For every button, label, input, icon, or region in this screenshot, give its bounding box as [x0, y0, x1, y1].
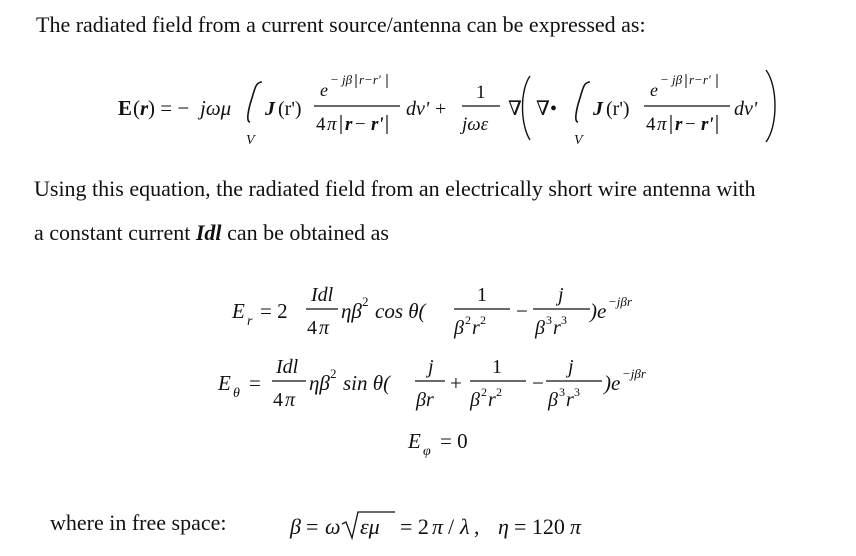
svg-text:3: 3	[574, 385, 580, 399]
svg-text:εμ: εμ	[360, 514, 380, 539]
svg-text:− jβ: − jβ	[660, 72, 683, 87]
svg-text:J: J	[265, 98, 275, 120]
svg-text:4: 4	[307, 317, 317, 339]
svg-text:,: ,	[474, 514, 480, 539]
idl-term: Idl	[195, 220, 222, 245]
svg-text:r: r	[472, 317, 480, 339]
svg-text:= 0: = 0	[440, 429, 468, 453]
svg-text:β: β	[535, 317, 545, 339]
using-paragraph-line2	[34, 222, 389, 244]
svg-text:λ: λ	[460, 514, 470, 539]
svg-text:E: E	[408, 429, 421, 453]
svg-text:/: /	[448, 514, 455, 539]
svg-text:3: 3	[561, 313, 567, 327]
svg-text:r: r	[247, 314, 253, 329]
svg-text:e: e	[320, 80, 328, 100]
svg-text:2: 2	[330, 366, 337, 381]
svg-text:r: r	[345, 114, 353, 135]
svg-text:J: J	[593, 98, 603, 120]
svg-text:)e: )e	[590, 299, 607, 323]
using-paragraph-line1: Using this equation, the radiated field from an electrically short wire antenna with	[34, 176, 756, 201]
svg-text:1: 1	[476, 82, 486, 103]
svg-text:r: r	[140, 96, 149, 120]
svg-text:+: +	[435, 98, 447, 120]
svg-text:3: 3	[559, 385, 565, 399]
svg-text:) = −: ) = −	[148, 96, 190, 120]
svg-text:V: V	[246, 133, 255, 148]
er-equation	[0, 276, 856, 348]
svg-text:π: π	[327, 114, 337, 135]
svg-text:r': r'	[701, 114, 714, 135]
using-line2-suffix: can be obtained as	[221, 220, 389, 245]
svg-text:2: 2	[480, 313, 486, 327]
svg-text:(: (	[133, 96, 140, 120]
svg-text:r: r	[675, 114, 683, 135]
svg-text:Idl: Idl	[276, 356, 299, 378]
svg-text:e: e	[650, 80, 658, 100]
svg-text:Idl: Idl	[311, 284, 334, 306]
svg-text:ω: ω	[325, 514, 341, 539]
svg-text:θ: θ	[233, 386, 240, 401]
svg-text:j: j	[558, 284, 564, 306]
svg-text:−: −	[685, 114, 696, 135]
svg-text:(r'): (r')	[278, 98, 302, 120]
svg-text:dv': dv'	[734, 98, 758, 120]
svg-text:jωμ: jωμ	[200, 96, 232, 120]
svg-text:= 2: = 2	[260, 299, 288, 323]
svg-text:π: π	[432, 514, 444, 539]
svg-text:r: r	[488, 389, 496, 411]
svg-text:1: 1	[477, 284, 487, 306]
svg-text:φ: φ	[423, 444, 431, 459]
svg-text:E: E	[118, 96, 133, 120]
intro-paragraph: The radiated field from a current source/antenna can be expressed as:	[36, 12, 646, 37]
svg-text:2: 2	[465, 313, 471, 327]
svg-text:β: β	[470, 389, 480, 411]
svg-text:∇: ∇	[508, 98, 522, 120]
svg-text:r−r': r−r'	[359, 72, 381, 87]
svg-text:ηβ: ηβ	[341, 299, 362, 323]
svg-text:+: +	[450, 371, 462, 395]
svg-text:η: η	[498, 514, 509, 539]
free-space-equation	[0, 500, 856, 550]
svg-text:−: −	[355, 114, 366, 135]
free-space-label: where in free space:	[50, 510, 227, 535]
svg-text:∇•: ∇•	[536, 98, 557, 120]
svg-text:E: E	[218, 371, 231, 395]
svg-text:= 2: = 2	[400, 514, 429, 539]
svg-text:−jβr: −jβr	[608, 294, 632, 309]
svg-text:π: π	[319, 317, 330, 339]
svg-text:r: r	[566, 389, 574, 411]
svg-text:=: =	[306, 514, 319, 539]
svg-text:= 120: = 120	[514, 514, 565, 539]
svg-text:E: E	[232, 299, 245, 323]
svg-text:r': r'	[371, 114, 384, 135]
svg-text:r: r	[553, 317, 561, 339]
svg-text:2: 2	[481, 385, 487, 399]
svg-text:β: β	[548, 389, 558, 411]
svg-text:π: π	[570, 514, 582, 539]
svg-text:2: 2	[362, 294, 369, 309]
svg-text:j: j	[568, 356, 574, 378]
svg-text:β: β	[290, 514, 301, 539]
svg-text:3: 3	[546, 313, 552, 327]
svg-text:=: =	[249, 371, 261, 395]
svg-text:V: V	[574, 133, 583, 148]
etheta-equation	[0, 348, 856, 420]
svg-text:− jβ: − jβ	[330, 72, 353, 87]
svg-text:cos θ(: cos θ(	[375, 299, 426, 323]
svg-text:β: β	[454, 317, 464, 339]
ephi-equation	[0, 422, 856, 462]
svg-text:sin θ(: sin θ(	[343, 371, 391, 395]
radiated-field-equation	[0, 60, 856, 160]
svg-text:π: π	[657, 114, 667, 135]
svg-text:)e: )e	[604, 371, 621, 395]
svg-text:−jβr: −jβr	[622, 366, 646, 381]
using-line2-prefix: a constant current	[34, 220, 196, 245]
svg-text:−: −	[532, 371, 544, 395]
svg-text:r−r': r−r'	[689, 72, 711, 87]
svg-text:2: 2	[496, 385, 502, 399]
svg-text:4: 4	[646, 114, 656, 135]
svg-text:ηβ: ηβ	[309, 371, 330, 395]
svg-text:4: 4	[273, 389, 283, 411]
svg-text:−: −	[516, 299, 528, 323]
svg-text:βr: βr	[416, 389, 434, 411]
svg-text:j: j	[428, 356, 434, 378]
svg-text:π: π	[285, 389, 296, 411]
svg-text:jωε: jωε	[462, 114, 489, 135]
svg-text:1: 1	[492, 356, 502, 378]
svg-text:4: 4	[316, 114, 326, 135]
svg-text:(r'): (r')	[606, 98, 630, 120]
svg-text:dv': dv'	[406, 98, 430, 120]
